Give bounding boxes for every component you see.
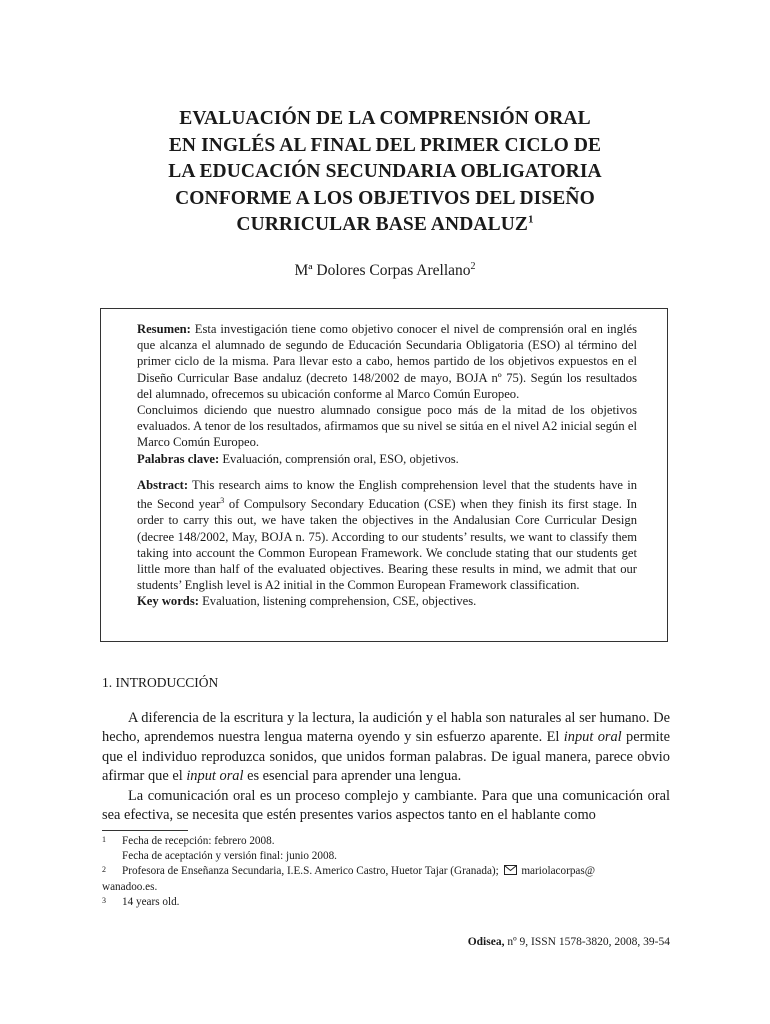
- footnote-divider: [102, 830, 188, 831]
- resumen-conclusion: Concluimos diciendo que nuestro alumnado consigue poco más de la mitad de los objetivos evaluados. A tenor de los resultados, afirmamos que su nivel se sitúa en el nivel A2 inicial según el Marco Común Europeo.: [137, 403, 637, 450]
- journal-name: Odisea,: [467, 936, 505, 948]
- abstract-paragraph: [137, 477, 637, 594]
- body-paragraph: La comunicación oral es un proceso complejo y cambiante. Para que una comunicación oral sea efectiva, se necesita que estén presentes varios aspectos tanto en el hablante como: [102, 787, 670, 824]
- footnote-text: 14 years old.: [122, 896, 180, 908]
- footnote: [102, 864, 670, 880]
- footnote: [102, 834, 670, 864]
- body-text-span: es esencial para aprender una lengua.: [243, 768, 462, 785]
- abstract-footnote-mark: 3: [220, 496, 225, 506]
- title-line: [100, 212, 670, 239]
- title-line: LA EDUCACIÓN SECUNDARIA OBLIGATORIA: [168, 161, 602, 182]
- author: [100, 262, 670, 280]
- key-words-text: Evaluation, listening comprehension, CSE, objectives.: [202, 594, 477, 609]
- key-words-label: Key words:: [137, 594, 199, 609]
- abstract-text-b: of Compulsory Secondary Education (CSE) when they finish its first stage. In order to carry this out, we have taken the objectives in the Andalusian Core Curricular Design (decree 148/2002, May, BOJA n. 75). According to our students’ results, we want to classify them taking into account the Common European Framework. We conclude stating that our students get little more than half of the evaluated objectives. Bearing these results in mind, we admit that our students’ English level is A2 initial in the Common European Framework classification.: [137, 497, 637, 593]
- email-link[interactable]: mariolacorpas@: [521, 865, 596, 877]
- abstract-label: Abstract:: [137, 477, 189, 492]
- footnote-continuation: wanadoo.es.: [102, 881, 158, 893]
- author-name: Mª Dolores Corpas Arellano: [294, 262, 471, 279]
- body-paragraph: [102, 709, 670, 787]
- title-line: EN INGLÉS AL FINAL DEL PRIMER CICLO DE: [168, 134, 602, 156]
- page-footer: [468, 936, 670, 948]
- abstract-box: [100, 308, 668, 642]
- footnote-number: 2: [102, 865, 106, 874]
- title-line-text: CURRICULAR BASE ANDALUZ: [236, 214, 528, 235]
- footnote-text: Profesora de Enseñanza Secundaria, I.E.S. Americo Castro, Huetor Tajar (Granada);: [122, 865, 499, 877]
- title-line: EVALUACIÓN DE LA COMPRENSIÓN ORAL: [179, 108, 591, 129]
- resumen-paragraph: [137, 321, 637, 402]
- footnotes: [102, 834, 670, 910]
- envelope-icon: [504, 865, 517, 880]
- palabras-clave: [137, 451, 637, 467]
- key-words: [137, 593, 637, 609]
- paper-title: [100, 106, 670, 239]
- resumen-text: Esta investigación tiene como objetivo conocer el nivel de comprensión oral en inglés que alcanza el alumnado de segundo de Educación Secundaria Obligatoria (ESO) al término del primer ciclo de la misma. Para llevar esto a cabo, hemos partido de los objetivos expuestos en el Diseño Curricular Base andaluz (decreto 148/2002 de mayo, BOJA nº 75). Según los resultados del alumnado, ofrecemos su ubicación conforme al Marco Común Europeo.: [137, 322, 637, 401]
- author-footnote-mark: 2: [470, 260, 476, 272]
- footnote-number: 1: [102, 835, 106, 844]
- emphasis: input oral: [186, 768, 244, 785]
- section-heading: 1. INTRODUCCIÓN: [102, 675, 219, 690]
- title-footnote-mark: 1: [527, 213, 534, 226]
- footnote: [102, 895, 670, 910]
- palabras-clave-label: Palabras clave:: [137, 451, 220, 466]
- footnote-number: 3: [102, 896, 106, 905]
- footnote-text: Fecha de aceptación y versión final: junio 2008.: [122, 850, 337, 862]
- citation-info: nº 9, ISSN 1578-3820, 2008, 39-54: [507, 936, 670, 948]
- title-line: CONFORME A LOS OBJETIVOS DEL DISEÑO: [175, 187, 595, 209]
- abstract-text-a: This research aims to know the English comprehension level that the students have in the Second year: [137, 477, 638, 512]
- body-text: [102, 709, 670, 825]
- body-text-span: A diferencia de la escritura y la lectura, la audición y el habla son naturales al ser humano. De hecho, aprendemos nuestra lengua materna oyendo y sin esfuerzo aparente. El: [102, 710, 670, 746]
- resumen-label: Resumen:: [137, 322, 191, 336]
- palabras-clave-text: Evaluación, comprensión oral, ESO, objetivos.: [222, 451, 459, 466]
- emphasis: input oral: [563, 729, 622, 746]
- footnote-text: Fecha de recepción: febrero 2008.: [122, 835, 275, 847]
- body-text-span: permite que el individuo reproduzca sonidos, que unidos forman palabras. De igual manera, parece obvio afirmar que el: [102, 729, 670, 785]
